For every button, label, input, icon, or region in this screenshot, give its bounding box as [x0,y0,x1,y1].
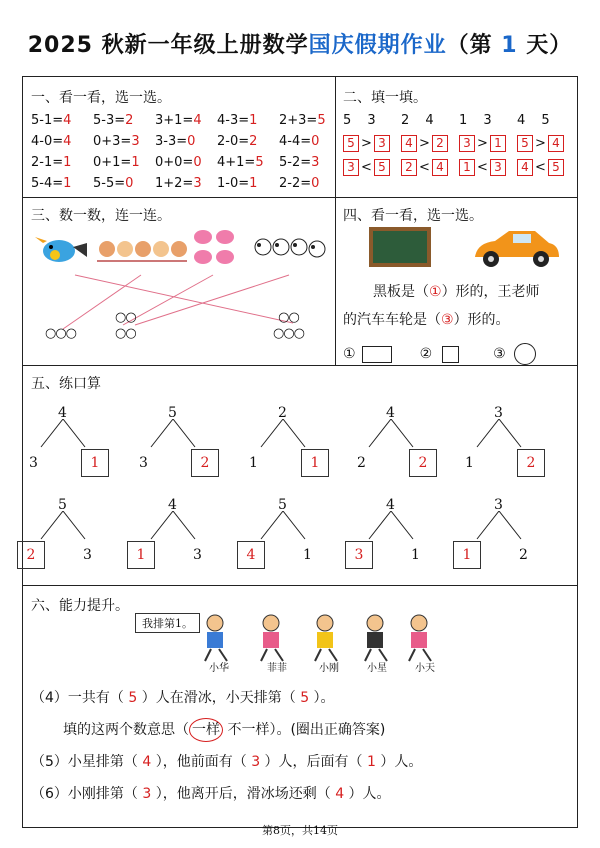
equation: 2-0=2 [217,134,258,149]
equation: 2-2=0 [279,176,320,191]
skater-name: 小华 [209,663,229,674]
circle-group-2: ○○ ○○ [115,310,136,341]
divider-vertical [335,77,336,365]
equation: 1-0=1 [217,176,258,191]
section1-heading: 一、看一看，选一选。 [31,90,171,106]
title-open: （第 [446,33,502,58]
section3-heading: 三、数一数，连一连。 [31,208,171,224]
equation: 4-4=0 [279,134,320,149]
title-close: 天） [517,33,573,58]
section5-heading: 五、练口算 [31,376,101,392]
title-day: 1 [501,33,518,58]
option-3-label: ③ [493,346,506,362]
equation: 0+0=0 [155,155,202,170]
circled-answer: 一样 [189,718,223,742]
circle-group-1: ○○○ [45,326,77,341]
option-2-label: ② [419,346,433,362]
section6-heading: 六、能力提升。 [31,598,129,614]
comparison: 2 < 4 [401,159,448,176]
title-prefix: 2025 秋新一年级上册数学 [27,33,309,58]
equation: 3+1=4 [155,113,202,128]
comparison: 4 > 2 [401,135,448,152]
skater-name: 小星 [367,663,387,674]
comparison: 4 < 5 [517,159,564,176]
shape-options [343,343,536,365]
circle-group-3: ○○ ○○○ [273,310,305,341]
page-footer: 第8页，共14页 [262,824,338,837]
rectangle-icon [362,346,392,363]
car-image [469,225,561,271]
number-pair: 2 4 [401,113,434,128]
comparison: 5 > 3 [343,135,390,152]
answer-lines [63,275,293,329]
skater-name: 菲菲 [267,663,287,674]
equation: 5-3=2 [93,113,134,128]
divider-row3 [23,585,577,586]
question-6: （6）小刚排第（ 3 ），他离开后，滑冰场还剩（ 4 ）人。 [31,786,391,802]
comparison: 5 > 4 [517,135,564,152]
skaters-image [193,609,443,665]
wheel-sentence: 的汽车车轮是（③）形的。 [343,312,510,328]
bird-icon [35,237,87,262]
equation: 2+3=5 [279,113,326,128]
comparison: 1 < 3 [459,159,506,176]
number-pair: 5 3 [343,113,376,128]
square-icon [442,346,459,363]
blackboard-image [369,227,431,267]
worksheet: 一、看一看，选一选。 5-1=4 5-3=2 3+1=4 4-3=1 2+3=5 4-0=4 0+3=3 3-3=0 2-0=2 4-4=0 2-1=1 0+1=1 0+0=0 4+1=5 5-2=3 5-4=1 5-5=0 1+2=3 1-0=1 2-2=0 二、填一填。 5 3 2 4 1 3 4 5 5 > 3 4 > 2 3 > 1 5 > 4 3 < 5 2 < 4 1 < 3 4 < 5 三、数一数，连一连。 ○○○ ○○ ○○ ○○ ○○○ 四、看一看，选一选。 黑板是（①）形的，王老师 的汽车车轮是（③）形的。 ① ② ③ 五、练口算 4 3 1 5 3 2 2 1 1 4 2 2 3 1 2 5 2 3 4 1 3 5 4 1 4 3 1 3 1 2 六、能力提升。 我排第1。 小华 菲菲 小刚 小星 小天 （4）一共有（ 5 ）人在滑冰，小天排第（ 5 ）。 填的这两个数意思（ 一样 不一样）。(圈出正确答案) （5）小星排第（ 4 ），他前面有（ 3 ）人，后面有（ 1 ）人。 （6）小刚排第（ 3 ），他离开后，滑冰场还剩（ 4 ）人。 [22,76,578,828]
panda-icon [255,239,325,257]
skater-name: 小天 [415,663,435,674]
section2-heading: 二、填一填。 [343,90,427,106]
equation: 2-1=1 [31,155,72,170]
equation: 5-4=1 [31,176,72,191]
speech-bubble: 我排第1。 [135,613,200,633]
candy-icon [194,230,234,264]
circle-icon [514,343,536,365]
equation: 0+3=3 [93,134,140,149]
question-4-meaning: 填的这两个数意思（ 一样 不一样）。(圈出正确答案) [63,719,385,739]
equation: 5-5=0 [93,176,134,191]
equation: 5-2=3 [279,155,320,170]
skater-name: 小刚 [319,663,339,674]
question-4: （4）一共有（ 5 ）人在滑冰，小天排第（ 5 ）。 [31,690,335,706]
option-1-label: ① [343,346,356,362]
equation: 1+2=3 [155,176,202,191]
number-pair: 4 5 [517,113,550,128]
divider-row2 [23,365,577,366]
equation: 3-3=0 [155,134,196,149]
title-highlight: 国庆假期作业 [308,33,447,58]
equation: 0+1=1 [93,155,140,170]
equation: 5-1=4 [31,113,72,128]
comparison: 3 > 1 [459,135,506,152]
number-pair: 1 3 [459,113,492,128]
comparison: 3 < 5 [343,159,390,176]
equation: 4-0=4 [31,134,72,149]
equation: 4-3=1 [217,113,258,128]
section4-heading: 四、看一看，选一选。 [343,208,483,224]
question-5: （5）小星排第（ 4 ），他前面有（ 3 ）人，后面有（ 1 ）人。 [31,754,423,770]
page-title [0,28,600,59]
dogs-icon [97,241,187,261]
equation: 4+1=5 [217,155,264,170]
blackboard-sentence: 黑板是（①）形的，王老师 [373,284,540,300]
